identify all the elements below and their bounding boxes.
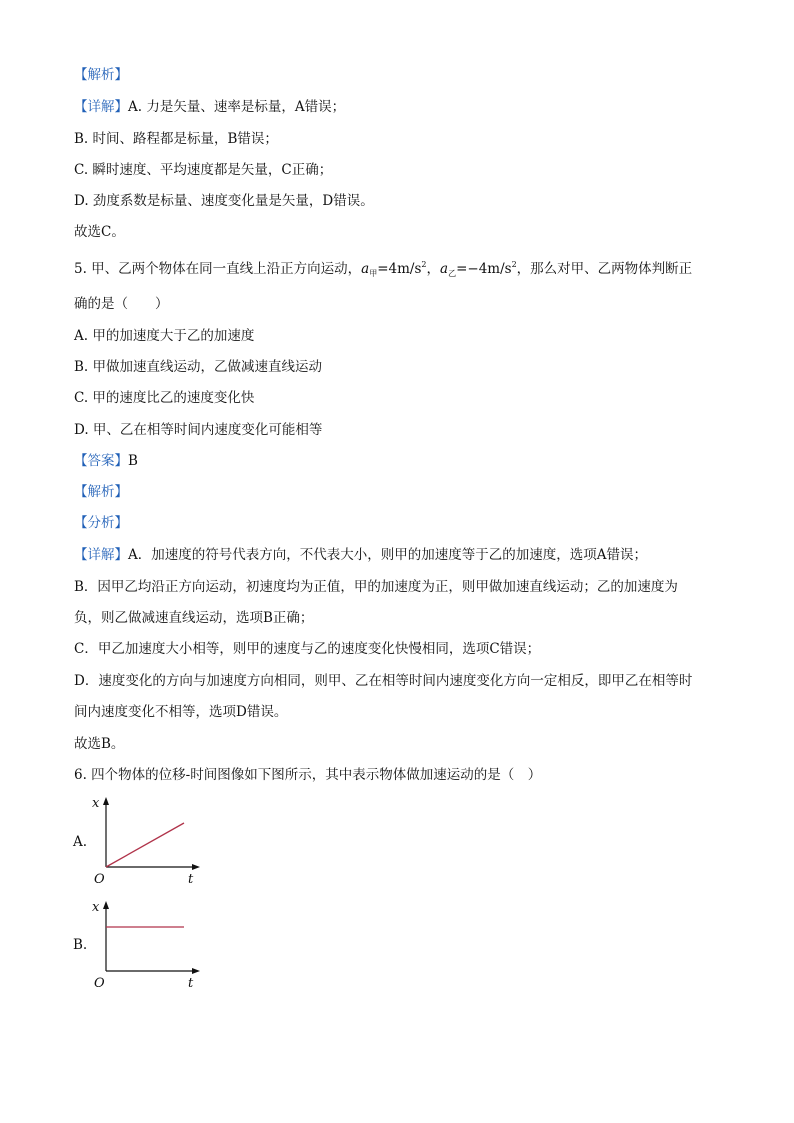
detail-line-d: D. 劲度系数是标量、速度变化量是矢量，D错误。 — [74, 193, 374, 209]
analysis-tag: 【解析】 — [74, 67, 128, 83]
analysis-tag: 【解析】 — [74, 484, 128, 500]
detail-line-a — [74, 546, 647, 564]
accel-sub-jia: 甲 — [369, 269, 378, 278]
exponent: 2 — [421, 260, 427, 269]
stem-suffix: ，那么对甲、乙两物体判断正 — [516, 261, 693, 277]
detail-text: A. 力是矢量、速率是标量，A错误； — [128, 99, 346, 115]
detail-line-b2: 负，则乙做减速直线运动，选项B正确； — [74, 610, 314, 626]
x-axis-label: t — [188, 976, 194, 991]
option-b: B. 甲做加速直线运动，乙做减速直线运动 — [74, 359, 323, 375]
origin-label: O — [94, 872, 105, 887]
conclusion-line: 故选B。 — [74, 736, 125, 752]
detail-line-c: C．甲乙加速度大小相等，则甲的速度与乙的速度变化快慢相同，选项C错误； — [74, 641, 541, 657]
question-5-stem-line2: 确的是（ ） — [74, 296, 169, 312]
accel-symbol: a — [440, 261, 449, 277]
option-d: D. 甲、乙在相等时间内速度变化可能相等 — [74, 422, 323, 438]
x-axis-arrow — [192, 968, 200, 974]
stem-prefix: 5. 甲、乙两个物体在同一直线上沿正方向运动， — [74, 261, 362, 277]
increasing-line — [106, 823, 184, 867]
accel-symbol: a — [361, 261, 370, 277]
option-a: A. 甲的加速度大于乙的加速度 — [74, 328, 255, 344]
exponent: 2 — [511, 260, 517, 269]
question-5-stem: 5. 甲、乙两个物体在同一直线上沿正方向运动，$a_甲=4m/s^2$，$a_乙=-4m/s^2$，那么对甲、乙两物体判断正 — [74, 260, 693, 278]
y-axis-arrow — [103, 901, 109, 909]
x-axis-label: t — [188, 872, 194, 887]
detail-line-d2: 间内速度变化不相等，选项D错误。 — [74, 704, 288, 720]
graph-b-label: B. — [73, 937, 88, 953]
option-c: C. 甲的速度比乙的速度变化快 — [74, 390, 255, 406]
accel-sub-yi: 乙 — [448, 269, 457, 278]
fenxi-tag: 【分析】 — [74, 515, 128, 531]
graph-a-label: A. — [73, 834, 88, 850]
x-axis-arrow — [192, 864, 200, 870]
detail-tag: 【详解】 — [74, 547, 128, 563]
detail-text: A．加速度的符号代表方向，不代表大小，则甲的加速度等于乙的加速度，选项A错误； — [128, 547, 647, 563]
graph-a — [88, 795, 208, 890]
question-6-stem: 6. 四个物体的位移-时间图像如下图所示，其中表示物体做加速运动的是（ ） — [74, 767, 542, 783]
y-axis-arrow — [103, 797, 109, 805]
origin-label: O — [94, 976, 105, 991]
y-axis-label: x — [92, 796, 100, 811]
detail-line-a — [74, 98, 345, 116]
accel-value-jia: =4m/s — [377, 261, 422, 277]
answer-line — [74, 452, 138, 470]
detail-line-c: C. 瞬时速度、平均速度都是矢量，C正确； — [74, 162, 333, 178]
detail-line-d1: D．速度变化的方向与加速度方向相同，则甲、乙在相等时间内速度变化方向一定相反，即甲乙在相等时 — [74, 673, 693, 689]
y-axis-label: x — [92, 900, 100, 915]
detail-line-b1: B．因甲乙均沿正方向运动，初速度均为正值，甲的加速度为正，则甲做加速直线运动；乙的加速度为 — [74, 579, 678, 595]
answer-value: B — [128, 453, 138, 469]
detail-line-b: B. 时间、路程都是标量，B错误； — [74, 131, 278, 147]
graph-b — [88, 899, 208, 994]
accel-value-yi: =−4m/s — [456, 261, 512, 277]
detail-tag: 【详解】 — [74, 99, 128, 115]
answer-tag: 【答案】 — [74, 453, 128, 469]
conclusion-line: 故选C。 — [74, 224, 125, 240]
